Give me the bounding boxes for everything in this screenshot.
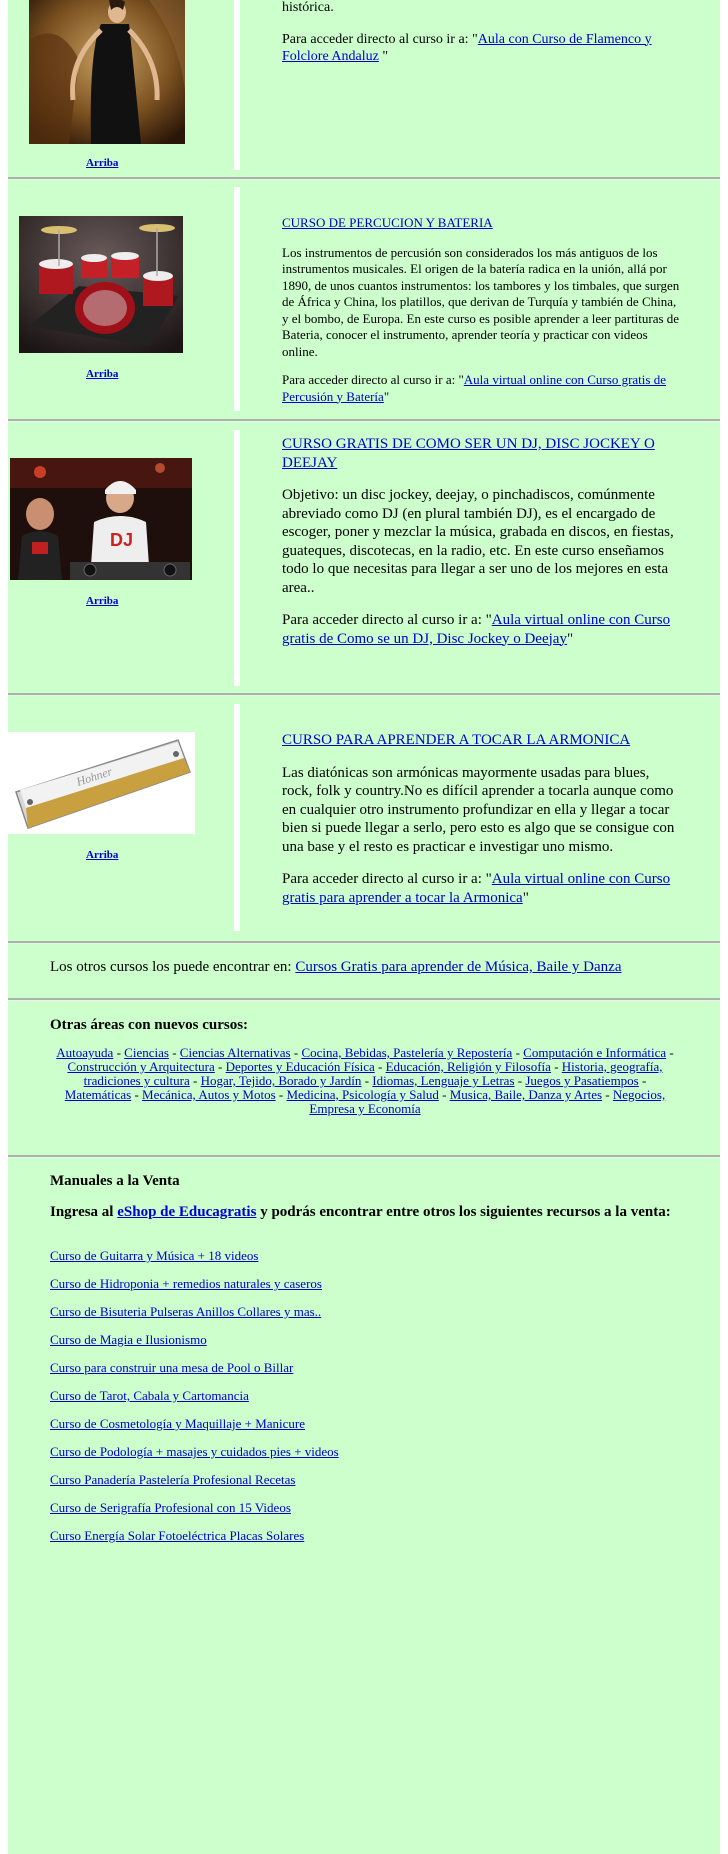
arriba-link-flamenco[interactable]: Arriba [86,157,119,169]
section-divider [8,419,720,422]
dj-title-link[interactable]: CURSO GRATIS DE COMO SER UN DJ, DISC JOCKEY O DEEJAY [282,436,655,471]
armonica-course-link[interactable]: Aula virtual online con Curso gratis para aprender a tocar la Armonica [282,871,671,906]
armonica-access: Para acceder directo al curso ir a: "Aula virtual online con Curso gratis para aprender a tocar la Armonica" [282,871,671,906]
area-link-mecanica[interactable]: Mecánica, Autos y Motos [142,1087,276,1102]
vertical-divider [234,430,240,686]
vertical-divider [234,187,240,411]
dj-body: Objetivo: un disc jockey, deejay, o pinchadiscos, comúnmente abreviado como DJ (en plural también DJ), es el encargado de escoger, poner y mezclar la música, grabada en discos, en fiestas, guateques, discotecas, en la radio, etc. En este curso enseñamos todo lo que necesitas para llegar a ser uno de los mejores en esta area.. [282,487,674,596]
dj-course-link[interactable]: Aula virtual online con Curso gratis de Como se un DJ, Disc Jockey o Deejay [282,612,671,647]
vertical-divider [234,0,240,170]
page [8,0,720,1854]
svg-text:DJ: DJ [110,530,134,550]
area-link-negocios[interactable]: Negocios, Empresa y Economía [309,1087,666,1116]
manual-link-tarot[interactable]: Curso de Tarot, Cabala y Cartomancia [50,1388,249,1403]
area-link-educacion[interactable]: Educación, Religión y Filosofía [385,1059,551,1074]
area-link-computacion[interactable]: Computación e Informática [523,1045,667,1060]
dj-access: Para acceder directo al curso ir a: "Aula virtual online con Curso gratis de Como se un DJ, Disc Jockey o Deejay" [282,612,671,647]
armonica-text [282,731,682,907]
area-link-idiomas[interactable]: Idiomas, Lenguaje y Letras [372,1073,515,1088]
eshop-link[interactable]: eShop de Educagratis [117,1204,257,1220]
manuales-intro: Ingresa al eShop de Educagratis y podrás encontrar entre otros los siguientes recursos a la venta: [50,1204,671,1220]
areas-heading: Otras áreas con nuevos cursos: [50,1017,249,1033]
arriba-link-dj[interactable]: Arriba [86,595,119,607]
manual-link-serigrafia[interactable]: Curso de Serigrafía Profesional con 15 Videos [50,1500,291,1515]
manual-link-energia-solar[interactable]: Curso Energía Solar Fotoeléctrica Placas Solares [50,1528,305,1543]
section-divider [8,693,720,696]
armonica-title-link[interactable]: CURSO PARA APRENDER A TOCAR LA ARMONICA [282,732,631,748]
percusion-title-link[interactable]: CURSO DE PERCUCION Y BATERIA [282,215,493,230]
svg-text:Hohner: Hohner [74,764,114,789]
flamenco-course-link[interactable]: Aula con Curso de Flamenco y Folclore Andaluz [282,31,652,64]
otros-cursos: Los otros cursos los puede encontrar en: Cursos Gratis para aprender de Música, Baile y Danza [50,959,622,975]
armonica-body: Las diatónicas son armónicas mayormente usadas para blues, rock, folk y country.No es difícil aprender a tocarla aunque como en cualquier otro instrumento profundizar en ella y llegar a tocar bien si puede llegar a serlo, pero esto es algo que se consigue con una base y el resto es practicar e investigar uno mismo. [282,764,675,855]
percusion-course-link[interactable]: Aula virtual online con Curso gratis de Percusión y Batería [282,372,666,404]
area-link-matematicas[interactable]: Matemáticas [64,1087,132,1102]
manual-link-bisuteria[interactable]: Curso de Bisuteria Pulseras Anillos Collares y mas.. [50,1304,322,1319]
area-link-construccion[interactable]: Construcción y Arquitectura [67,1059,215,1074]
flamenco-tail-text: histórica. [282,0,334,15]
arriba-link-percusion[interactable]: Arriba [86,368,119,380]
manual-link-billar[interactable]: Curso para construir una mesa de Pool o Billar [50,1360,294,1375]
drum-kit-image [19,216,183,353]
percusion-text [282,215,682,405]
manuales-heading: Manuales a la Venta [50,1173,180,1189]
flamenco-text [282,0,682,65]
area-link-juegos[interactable]: Juegos y Pasatiempos [525,1073,639,1088]
vertical-divider [234,704,240,931]
area-link-ciencias-alternativas[interactable]: Ciencias Alternativas [179,1045,291,1060]
section-divider [8,998,720,1001]
dj-text [282,435,682,648]
harmonica-image [8,732,195,834]
section-divider [8,1155,720,1158]
arriba-link-armonica[interactable]: Arriba [86,849,119,861]
area-link-medicina[interactable]: Medicina, Psicología y Salud [286,1087,439,1102]
dj-image [10,458,192,580]
area-link-hogar[interactable]: Hogar, Tejido, Borado y Jardín [200,1073,362,1088]
manual-link-cosmetologia[interactable]: Curso de Cosmetología y Maquillaje + Manicure [50,1416,306,1431]
section-divider [8,941,720,944]
section-divider [8,177,720,180]
percusion-access: Para acceder directo al curso ir a: "Aula virtual online con Curso gratis de Percusión y Batería" [282,372,666,404]
area-link-autoayuda[interactable]: Autoayuda [56,1045,114,1060]
manual-link-panaderia[interactable]: Curso Panadería Pastelería Profesional Recetas [50,1472,296,1487]
flamenco-dancer-image [29,0,185,144]
area-link-historia[interactable]: Historia, geografía, tradiciones y cultura [83,1059,663,1088]
flamenco-access: Para acceder directo al curso ir a: "Aula con Curso de Flamenco y Folclore Andaluz " [282,31,652,64]
manual-link-hidroponia[interactable]: Curso de Hidroponia + remedios naturales y caseros [50,1276,322,1291]
area-link-musica[interactable]: Musica, Baile, Danza y Artes [449,1087,603,1102]
manual-link-podologia[interactable]: Curso de Podología + masajes y cuidados pies + videos [50,1444,339,1459]
otros-cursos-link[interactable]: Cursos Gratis para aprender de Música, Baile y Danza [295,959,622,975]
area-link-cocina[interactable]: Cocina, Bebidas, Pastelería y Repostería [301,1045,513,1060]
manual-link-guitarra[interactable]: Curso de Guitarra y Música + 18 videos [50,1248,259,1263]
areas-links: Autoayuda - Ciencias - Ciencias Alternativas - Cocina, Bebidas, Pastelería y Repostería - Computación e Informática - Construcción y Arquitectura - Deportes y Educación Física - Educación, Religión y Filosofía - Historia, geografía, tradiciones y cultura - Hogar, Tejido, Borado y Jardín - Idiomas, Lenguaje y Letras - Juegos y Pasatiempos - Matemáticas - Mecánica, Autos y Motos - Medicina, Psicología y Salud - Musica, Baile, Danza y Artes - Negocios, Empresa y Economía [56,1045,674,1116]
area-link-ciencias[interactable]: Ciencias [124,1045,169,1060]
percusion-body: Los instrumentos de percusión son considerados los más antiguos de los instrumentos musicales. El origen de la batería radica en la unión, allá por 1890, de unos cuantos instrumentos: los tambores y los timbales, que surgen de África y China, los platillos, que derivan de Turquía y también de China, y el bombo, de Europa. En este curso es posible aprender a leer partituras de Bateria, conocer el instrumento, aprender teoría y practicar con videos online. [282,244,680,359]
manual-link-magia[interactable]: Curso de Magia e Ilusionismo [50,1332,207,1347]
area-link-deportes[interactable]: Deportes y Educación Física [225,1059,375,1074]
